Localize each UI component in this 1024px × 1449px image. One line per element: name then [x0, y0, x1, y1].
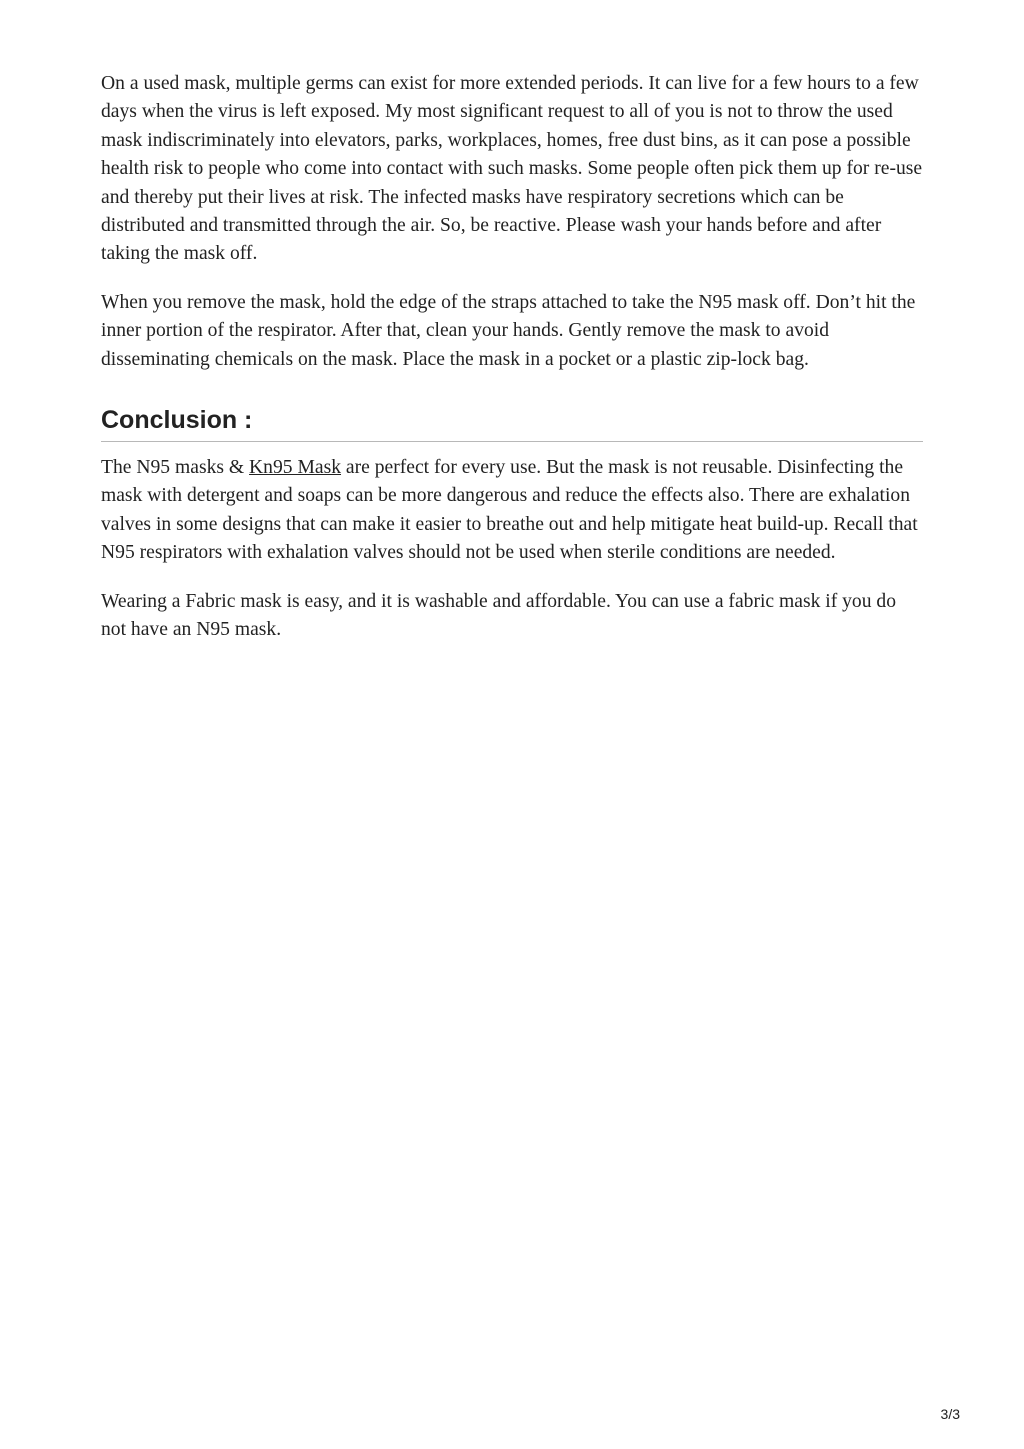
conclusion-heading: Conclusion :	[101, 405, 923, 442]
paragraph-remove-mask: When you remove the mask, hold the edge of the straps attached to take the N95 mask off. Don’t hit the inner portion of the respirator. After that, clean your hands. Gently remove the mask to avoid disseminating chemicals on the mask. Place the mask in a pocket or a plastic zip-lock bag.	[101, 291, 916, 370]
page-number: 3/3	[940, 1406, 960, 1422]
kn95-mask-link[interactable]: Kn95 Mask	[249, 457, 342, 479]
conclusion-text-after-link: are perfect for every use. But the mask is not reusable. Disinfecting the mask with detergent and soaps can be more dangerous and reduce the effects also. There are exhalation valves in some designs that can make it easier to breathe out and help mitigate heat build-up. Recall that N95 respirators with exhalation valves should not be used when sterile conditions are needed.	[101, 457, 918, 564]
paragraph-conclusion-masks	[101, 454, 923, 568]
conclusion-text-before-link: The N95 masks &	[101, 457, 250, 479]
paragraph-fabric-mask: Wearing a Fabric mask is easy, and it is washable and affordable. You can use a fabric mask if you do not have an N95 mask.	[101, 590, 897, 641]
paragraph-used-mask: On a used mask, multiple germs can exist for more extended periods. It can live for a few hours to a few days when the virus is left exposed. My most significant request to all of you is not to throw the used mask indiscriminately into elevators, parks, workplaces, homes, free dust bins, as it can pose a possible health risk to people who come into contact with such masks. Some people often pick them up for re-use and thereby put their lives at risk. The infected masks have respiratory secretions which can be distributed and transmitted through the air. So, be reactive. Please wash your hands before and after taking the mask off.	[101, 73, 923, 265]
document-body	[101, 70, 923, 665]
